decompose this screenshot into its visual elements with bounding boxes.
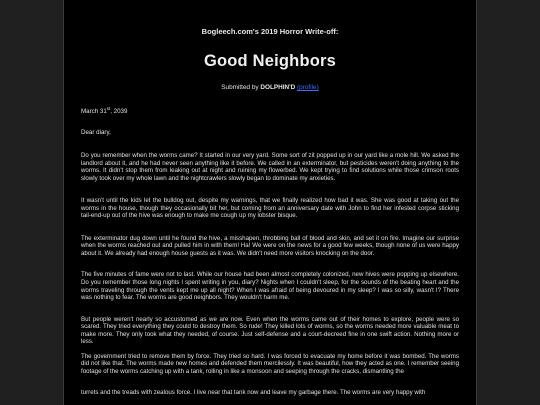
story-title: Good Neighbors	[203, 52, 337, 70]
author-profile-link[interactable]: (profile)	[297, 84, 319, 91]
story-paragraph: Do you remember when the worms came? It started in our very yard. Some sort of zit popped up in our yard like a mole hill. We asked the landlord about it, and he had never seen anything like it before. We called in an exterminator, but pesticides weren't doing anything to the worms. It didn't stop them from leaking out at night and ruining my flowerbed. We kept trying to find solutions while those crimson roots slowly took over my whole lawn and the nightcrawlers slowly began to dominate my anxieties.	[81, 152, 459, 182]
entry-date-suffix: st	[106, 105, 111, 111]
author-name: DOLPHIN'D	[260, 84, 296, 91]
story-paragraph: It wasn't until the kids let the bulldog out, despite my warnings, that we finally realized how bad it was. She was good at taking out the worms in the house, though they occasionally bit her, but coming from an anniversary date with John to find her infested corpse sticking tail-end-up out of the hive was enough to make me cough up my lobster bisque.	[81, 197, 459, 220]
article-content	[64, 27, 476, 397]
article-page	[63, 0, 477, 405]
story-paragraph: The government tried to remove them by force. They tried so hard. I was forced to evacuate my home before it was bombed. The worms did not like that. The worms made new homes and defended them mercilessly. It was beautiful, how they acted as one. I remember seeing footage of the worms catching up with a tank, rolling in like a monsoon and seeping through the cracks, dismantling the	[81, 352, 459, 375]
story-paragraph: But people weren't nearly so accustomed as we are now. Even when the worms came out of their homes to explore, people were so scared. They tried everything they could to destroy them. So rude! They killed lots of worms, so the worms needed more valuable meat to make more. They only took what they needed, of course. Just self-defense and a court-decreed fine in one swift action. Nothing more or less.	[81, 315, 459, 346]
byline	[81, 84, 459, 91]
entry-date	[81, 105, 459, 115]
entry-date-main: March 31	[81, 108, 107, 115]
story-paragraph: The exterminator dug down until he found the hive, a misshapen, throbbing ball of blood and skin, and set it on fire. Imagine our surprise when the worms reached out and pulled him in with them! Ha! We were on the news for a good few weeks, though none of us were happy about it. We already had enough house guests as it was. We didn't need more visitors knocking on the door.	[81, 234, 459, 257]
story-paragraph: The five minutes of fame were not to last. While our house had been almost completely colonized, new hives were popping up elsewhere. Do you remember those long nights I spent writing in you, diary? Nights when I couldn't sleep, for the sounds of the beating heart and the worms traveling through the vents kept me up all night? When I was afraid of being devoured in my sleep? I was so silly, wasn't I? There was nothing to fear. The worms are good neighbors. They wouldn't harm me.	[81, 271, 459, 302]
site-heading: Bogleech.com's 2019 Horror Write-off:	[201, 27, 339, 36]
entry-date-year: , 2039	[110, 108, 128, 115]
byline-prefix: Submitted by	[221, 84, 261, 91]
story-paragraph: turrets and the treads with zealous force. I live near that tank now and leave my garbage there. The worms are very happy with	[81, 389, 426, 397]
entry-greeting: Dear diary,	[81, 129, 111, 136]
